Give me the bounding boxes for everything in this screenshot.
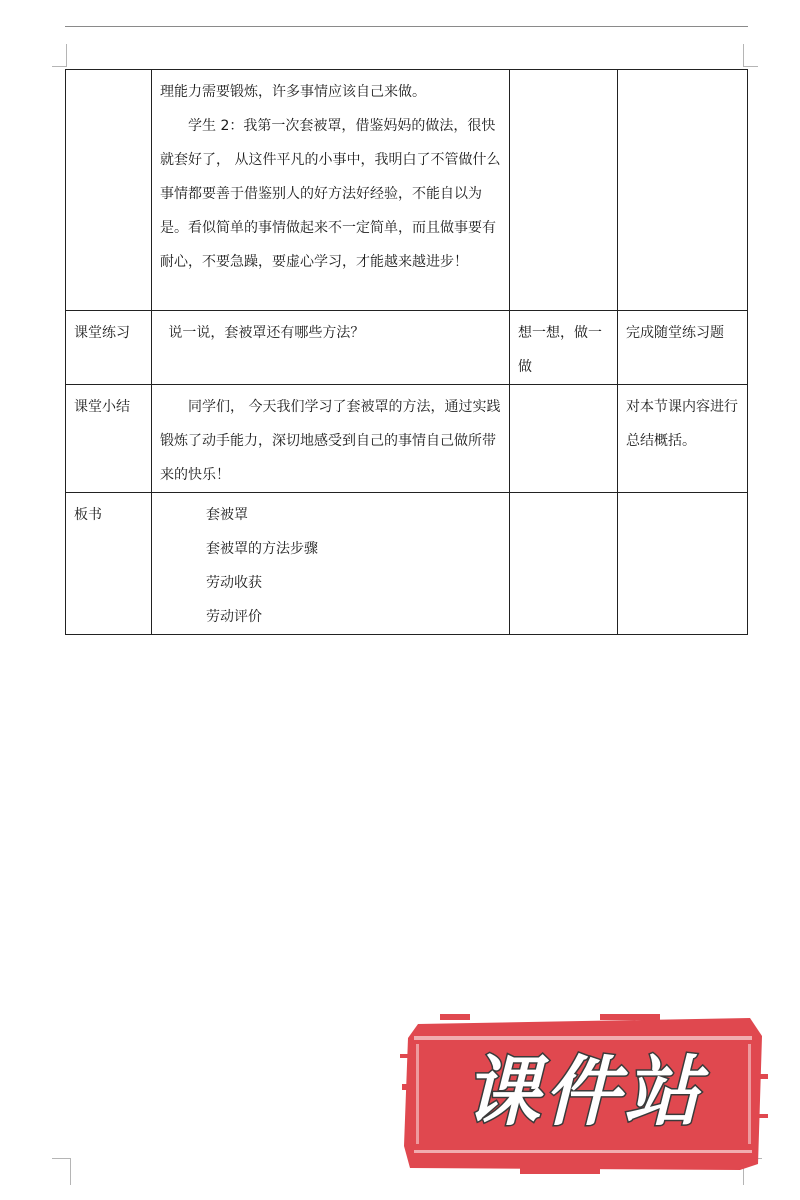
row-label: 课堂练习 [66,311,152,385]
watermark-logo [400,1014,768,1174]
student-activity-cell [510,493,618,635]
board-item: 劳动收获 [206,575,262,591]
board-item: 套被罩 [206,507,248,523]
row-label: 板书 [66,493,152,635]
content-paragraph: 学生 2：我第一次套被罩，借鉴妈妈的做法，很快就套好了， 从这件平凡的小事中，我明白了不管做什么事情都要善于借鉴别人的好方法好经验，不能自以为是。看似简单的事情做起来不一定简单，而且做事要有耐心，不要急躁，要虚心学习，才能越来越进步！ [160,118,501,270]
design-intent-cell: 对本节课内容进行总结概括。 [618,385,748,493]
design-intent-cell: 完成随堂练习题 [618,311,748,385]
student-activity-cell: 想一想，做一做 [510,311,618,385]
student-activity-cell [510,70,618,311]
student-activity-cell [510,385,618,493]
content-paragraph: 理能力需要锻炼，许多事情应该自己来做。 [160,84,426,100]
board-item: 劳动评价 [206,609,262,625]
teaching-content-cell [152,311,510,385]
row-label: 课堂小结 [66,385,152,493]
stamp-logo-icon [400,1014,768,1174]
table-row-student-reflection [66,70,748,311]
content-paragraph: 说一说，套被罩还有哪些方法？ [168,325,365,341]
crop-mark-bottom-left [52,1158,71,1185]
board-item: 套被罩的方法步骤 [206,541,318,557]
content-paragraph: 同学们， 今天我们学习了套被罩的方法，通过实践锻炼了动手能力，深切地感受到自己的事情自己做所带来的快乐！ [160,399,501,483]
table-row-classroom-practice [66,311,748,385]
blackboard-content-cell [152,493,510,635]
table-row-classroom-summary [66,385,748,493]
design-intent-cell [618,70,748,311]
crop-mark-top-right [743,44,758,67]
header-rule [65,26,748,27]
teaching-content-cell [152,70,510,311]
crop-mark-top-left [52,44,67,67]
logo-text: 课件站 [464,1047,704,1136]
table-row-blackboard [66,493,748,635]
design-intent-cell [618,493,748,635]
lesson-plan-table [65,69,748,635]
teaching-content-cell [152,385,510,493]
row-label [66,70,152,311]
